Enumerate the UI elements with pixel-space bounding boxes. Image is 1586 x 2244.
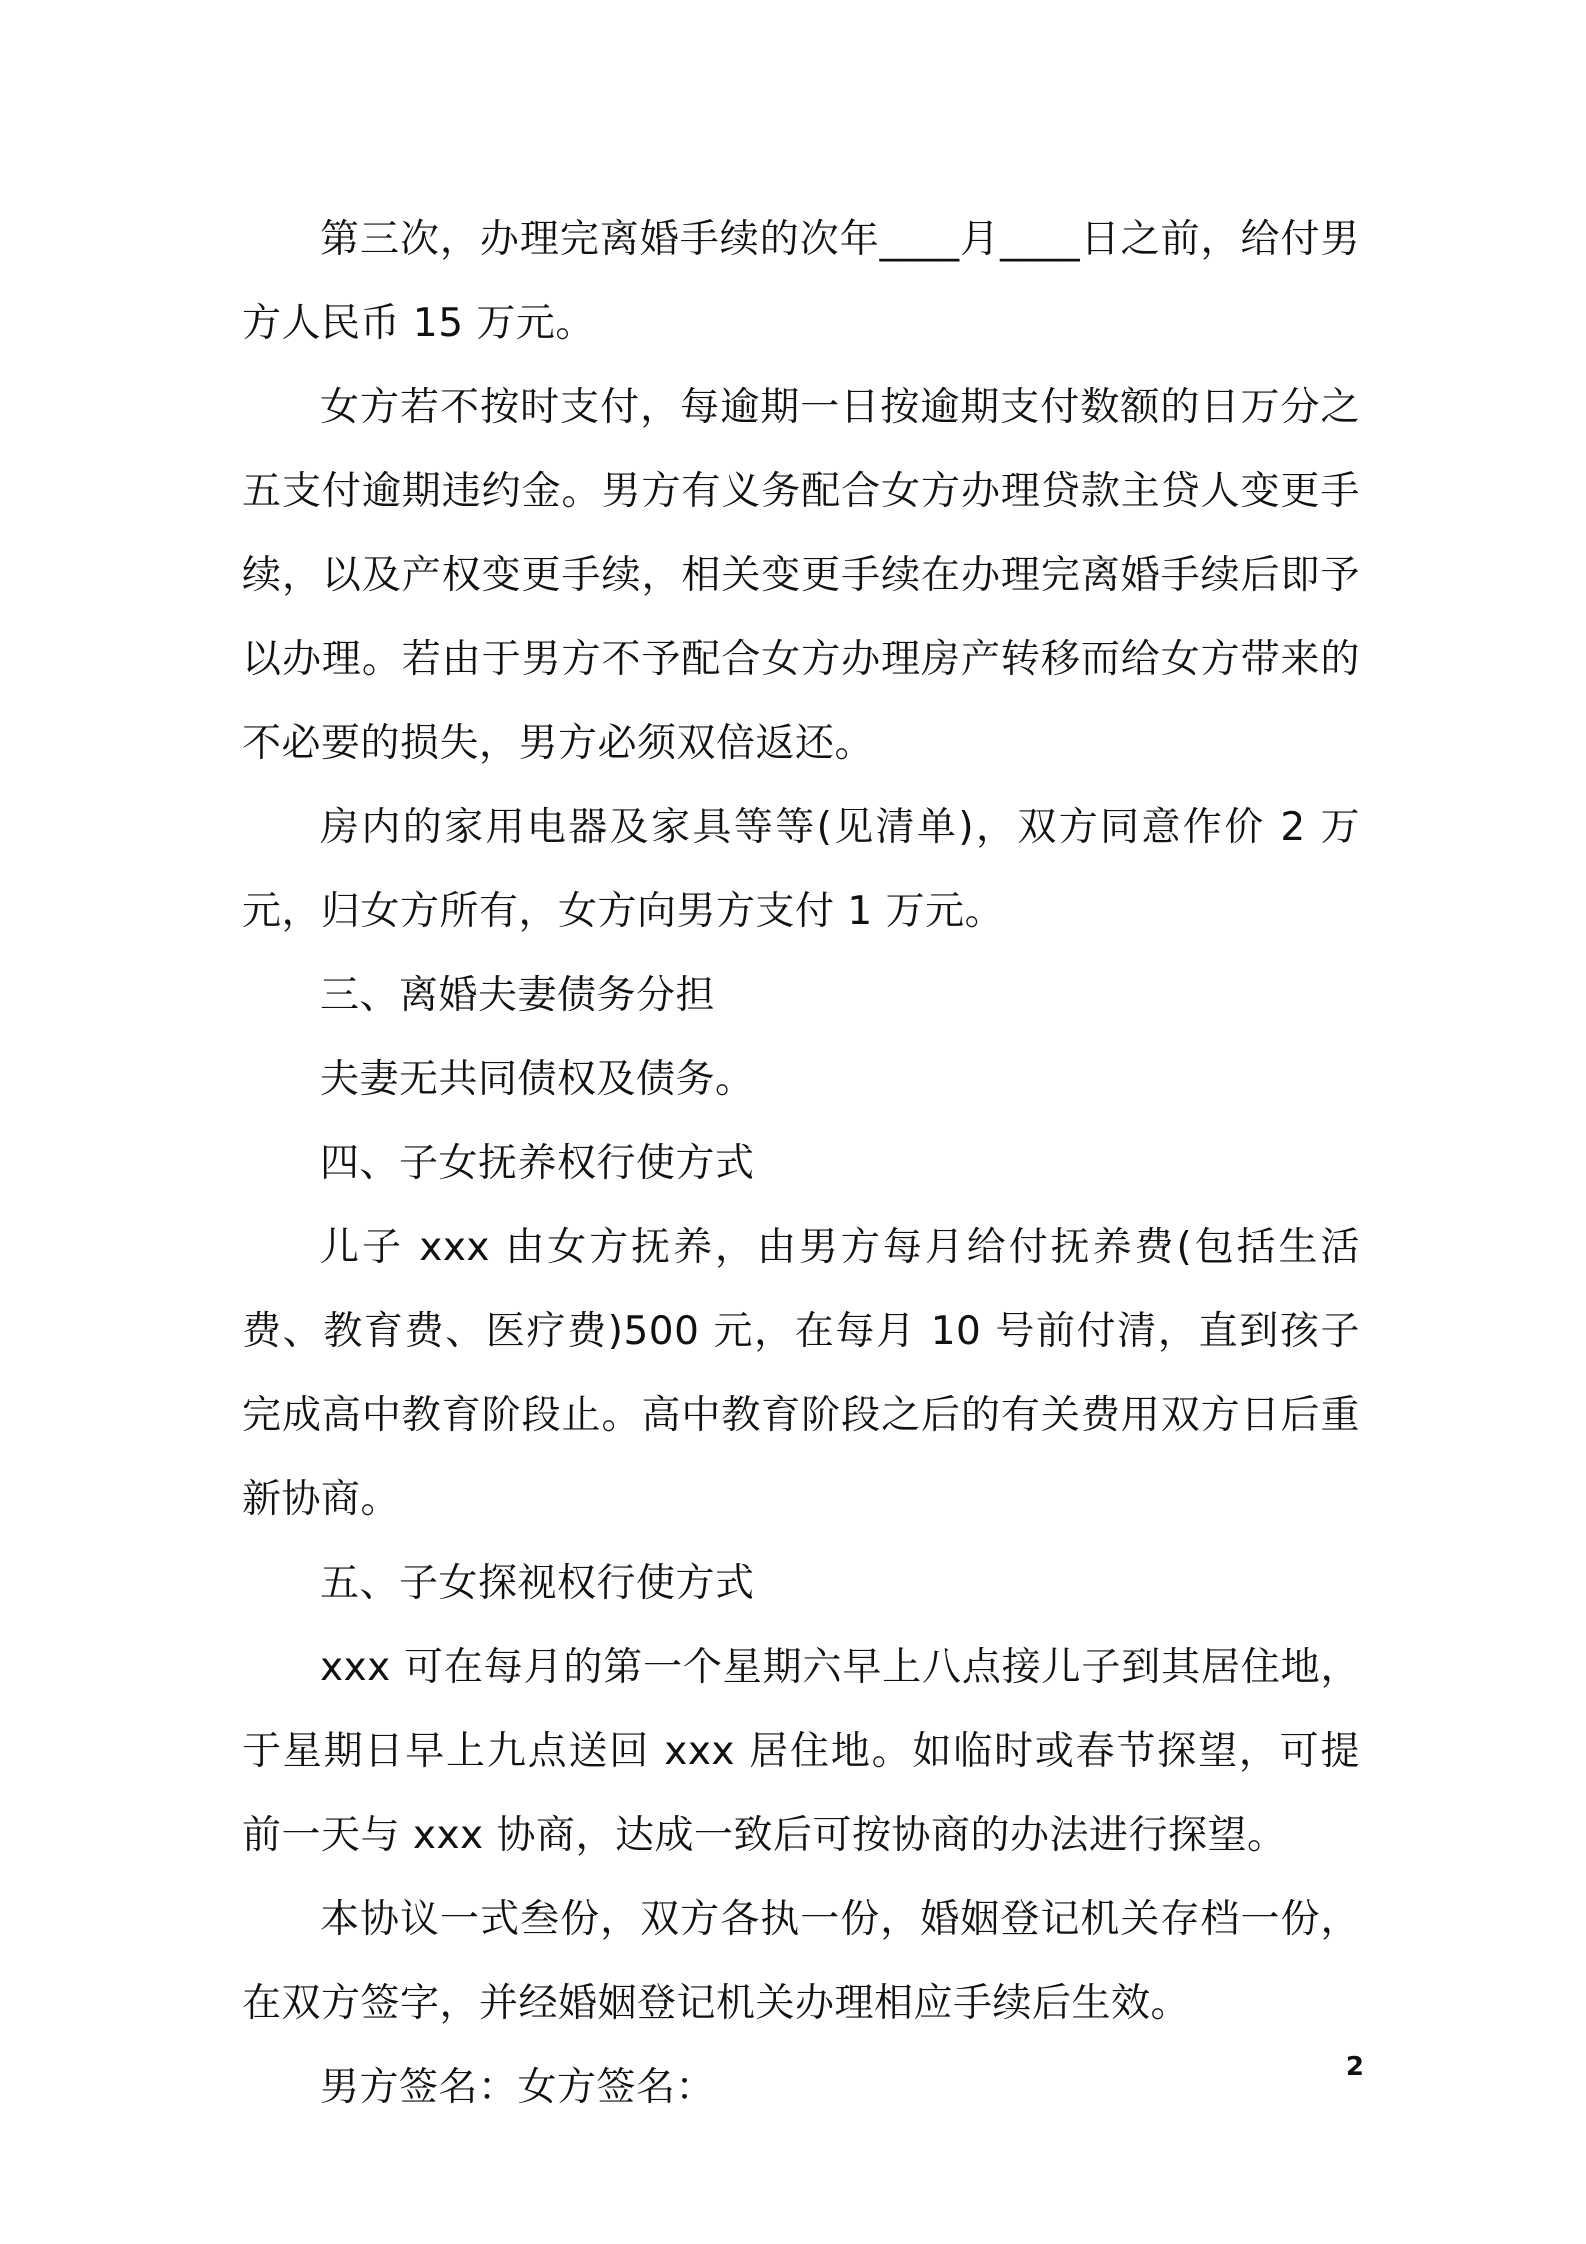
section-heading-debt: 三、离婚夫妻债务分担 — [320, 973, 716, 1018]
paragraph-custody: 儿子 xxx 由女方抚养，由男方每月给付抚养费(包括生活费、教育费、医疗费)500 元，在每月 10 号前付清，直到孩子完成高中教育阶段止。高中教育阶段之后的有关费用双方日后重新协商。 — [242, 1225, 1360, 1522]
section-heading-visitation: 五、子女探视权行使方式 — [320, 1561, 755, 1606]
paragraph-late-payment-penalty: 女方若不按时支付，每逾期一日按逾期支付数额的日万分之五支付逾期违约金。男方有义务配合女方办理贷款主贷人变更手续，以及产权变更手续，相关变更手续在办理完离婚手续后即予以办理。若由于男方不予配合女方办理房产转移而给女方带来的不必要的损失，男方必须双倍返还。 — [242, 385, 1360, 766]
paragraph-third-payment: 第三次，办理完离婚手续的次年____月____日之前，给付男方人民币 15 万元。 — [242, 217, 1360, 346]
paragraph-visitation: xxx 可在每月的第一个星期六早上八点接儿子到其居住地，于星期日早上九点送回 xxx 居住地。如临时或春节探望，可提前一天与 xxx 协商，达成一致后可按协商的办法进行探望。 — [242, 1645, 1360, 1858]
document-body — [242, 198, 1360, 2130]
paragraph-debt: 夫妻无共同债权及债务。 — [320, 1057, 755, 1102]
paragraph-agreement-copies: 本协议一式叁份，双方各执一份，婚姻登记机关存档一份，在双方签字，并经婚姻登记机关办理相应手续后生效。 — [242, 1897, 1360, 2026]
paragraph-household-items: 房内的家用电器及家具等等(见清单)，双方同意作价 2 万元，归女方所有，女方向男方支付 1 万元。 — [242, 805, 1360, 934]
section-heading-custody: 四、子女抚养权行使方式 — [320, 1141, 755, 1186]
page-number: 2 — [1345, 2052, 1364, 2082]
signature-line: 男方签名：女方签名： — [320, 2065, 716, 2110]
